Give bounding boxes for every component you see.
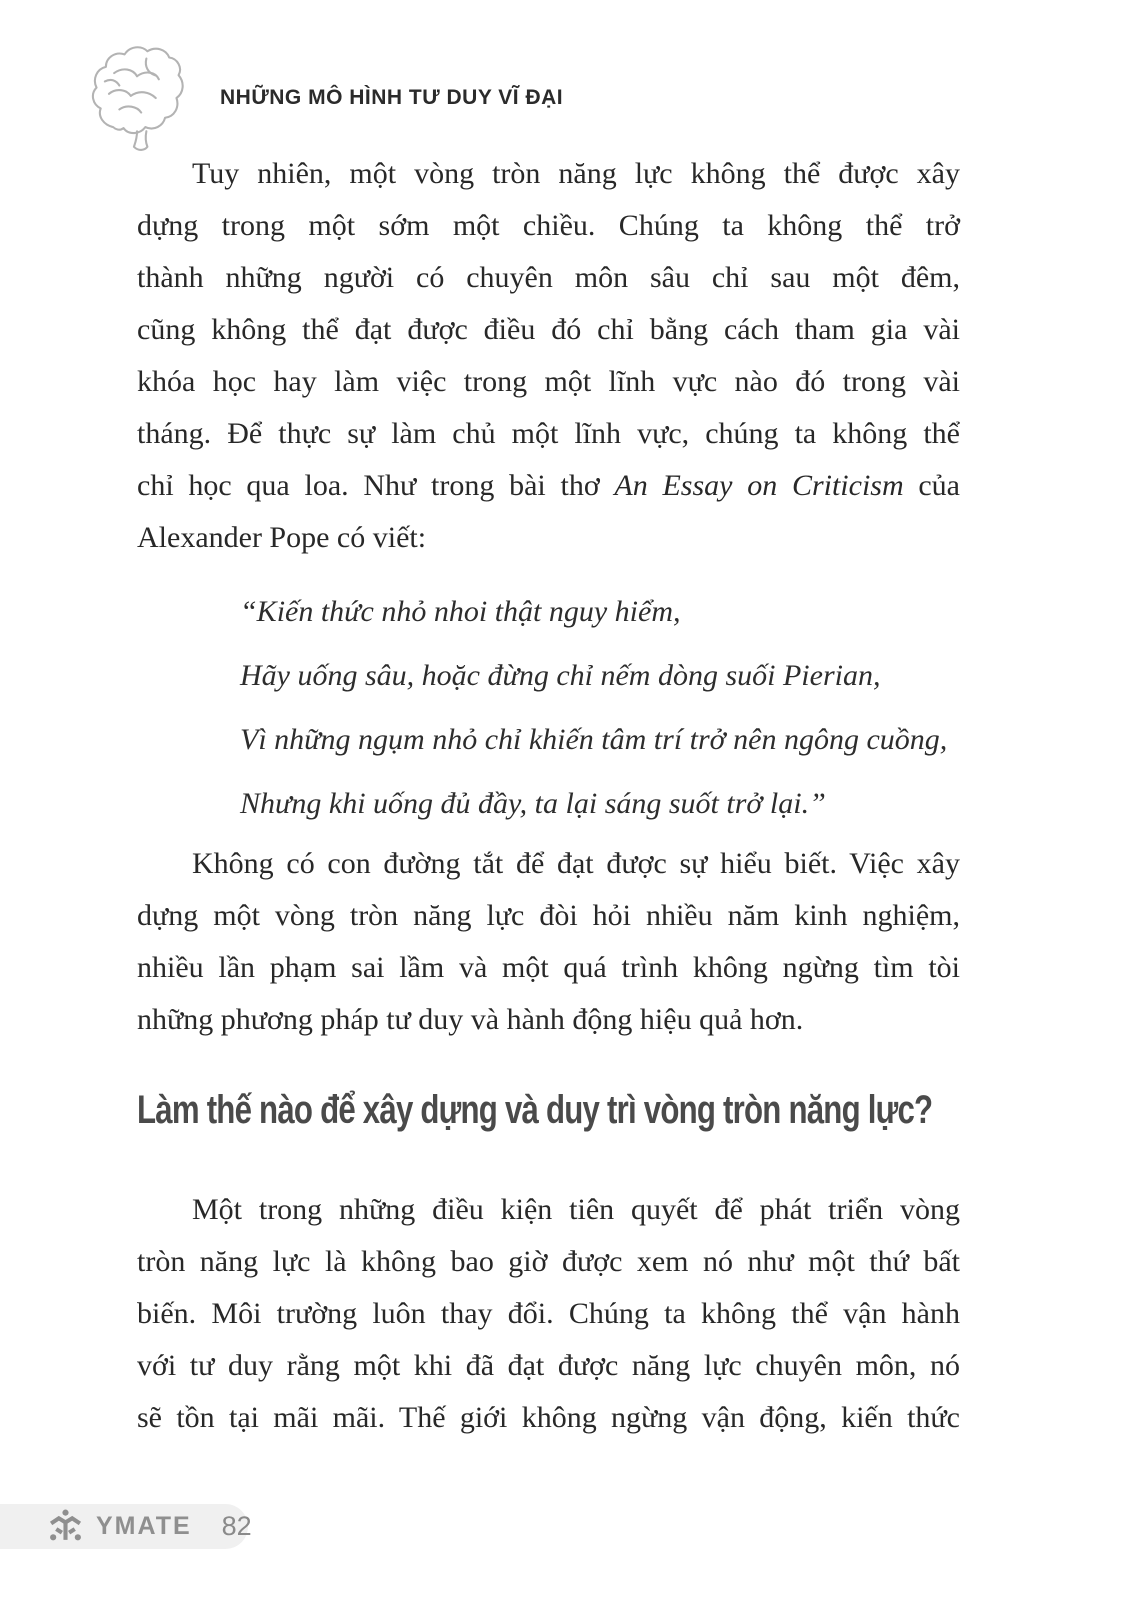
ymate-logo-icon: [47, 1508, 84, 1545]
page-header: [84, 44, 563, 152]
text-line: tháng. Để thực sự làm chủ một lĩnh vực, chúng ta không thể: [137, 417, 960, 450]
quote-line: “Kiến thức nhỏ nhoi thật nguy hiểm,: [240, 595, 681, 628]
text-line: Tuy nhiên, một vòng tròn năng lực không thể được xây: [192, 157, 960, 190]
text-line: thành những người có chuyên môn sâu chỉ sau một đêm,: [137, 261, 960, 294]
paragraph-1: [137, 148, 960, 564]
text-line: Một trong những điều kiện tiên quyết để phát triển vòng: [192, 1193, 960, 1226]
text-line: với tư duy rằng một khi đã đạt được năng lực chuyên môn, nó: [137, 1349, 960, 1382]
publisher-brand: YMATE: [96, 1512, 192, 1540]
text-line: dựng trong một sớm một chiều. Chúng ta không thể trở: [137, 209, 960, 242]
book-title: NHỮNG MÔ HÌNH TƯ DUY VĨ ĐẠI: [220, 86, 564, 109]
text-line: nhiều lần phạm sai lầm và một quá trình không ngừng tìm tòi: [137, 951, 960, 984]
quote-line: Nhưng khi uống đủ đầy, ta lại sáng suốt trở lại.”: [240, 787, 826, 820]
text-segment: chỉ học qua loa. Như trong bài thơ: [137, 469, 615, 502]
quote-line: Hãy uống sâu, hoặc đừng chỉ nếm dòng suối Pierian,: [240, 659, 881, 692]
book-title-reference: An Essay on Criticism: [614, 469, 904, 502]
text-line: sẽ tồn tại mãi mãi. Thế giới không ngừng vận động, kiến thức: [137, 1401, 960, 1434]
paragraph-3: [137, 1184, 960, 1444]
page-content: [137, 148, 960, 1444]
quote-line: Vì những ngụm nhỏ chỉ khiến tâm trí trở nên ngông cuồng,: [240, 723, 948, 756]
verse-quote: [240, 580, 960, 836]
text-line: tròn năng lực là không bao giờ được xem nó như một thứ bất: [137, 1245, 960, 1278]
text-line: cũng không thể đạt được điều đó chỉ bằng cách tham gia vài: [137, 313, 960, 346]
text-line: biến. Môi trường luôn thay đổi. Chúng ta không thể vận hành: [137, 1297, 960, 1330]
section-heading: Làm thế nào để xây dựng và duy trì vòng tròn năng lực?: [137, 1088, 933, 1132]
page-footer: [0, 1504, 252, 1549]
text-line: [137, 460, 960, 512]
text-line: Alexander Pope có viết:: [137, 521, 427, 554]
text-segment: của: [903, 469, 960, 502]
paragraph-2: [137, 838, 960, 1046]
text-line: Không có con đường tắt để đạt được sự hiểu biết. Việc xây: [192, 847, 960, 880]
page-number: 82: [221, 1511, 252, 1541]
text-line: những phương pháp tư duy và hành động hiệu quả hơn.: [137, 1003, 804, 1036]
text-line: dựng một vòng tròn năng lực đòi hỏi nhiều năm kinh nghiệm,: [137, 899, 960, 932]
brain-icon: [84, 44, 188, 152]
text-line: khóa học hay làm việc trong một lĩnh vực nào đó trong vài: [137, 365, 960, 398]
